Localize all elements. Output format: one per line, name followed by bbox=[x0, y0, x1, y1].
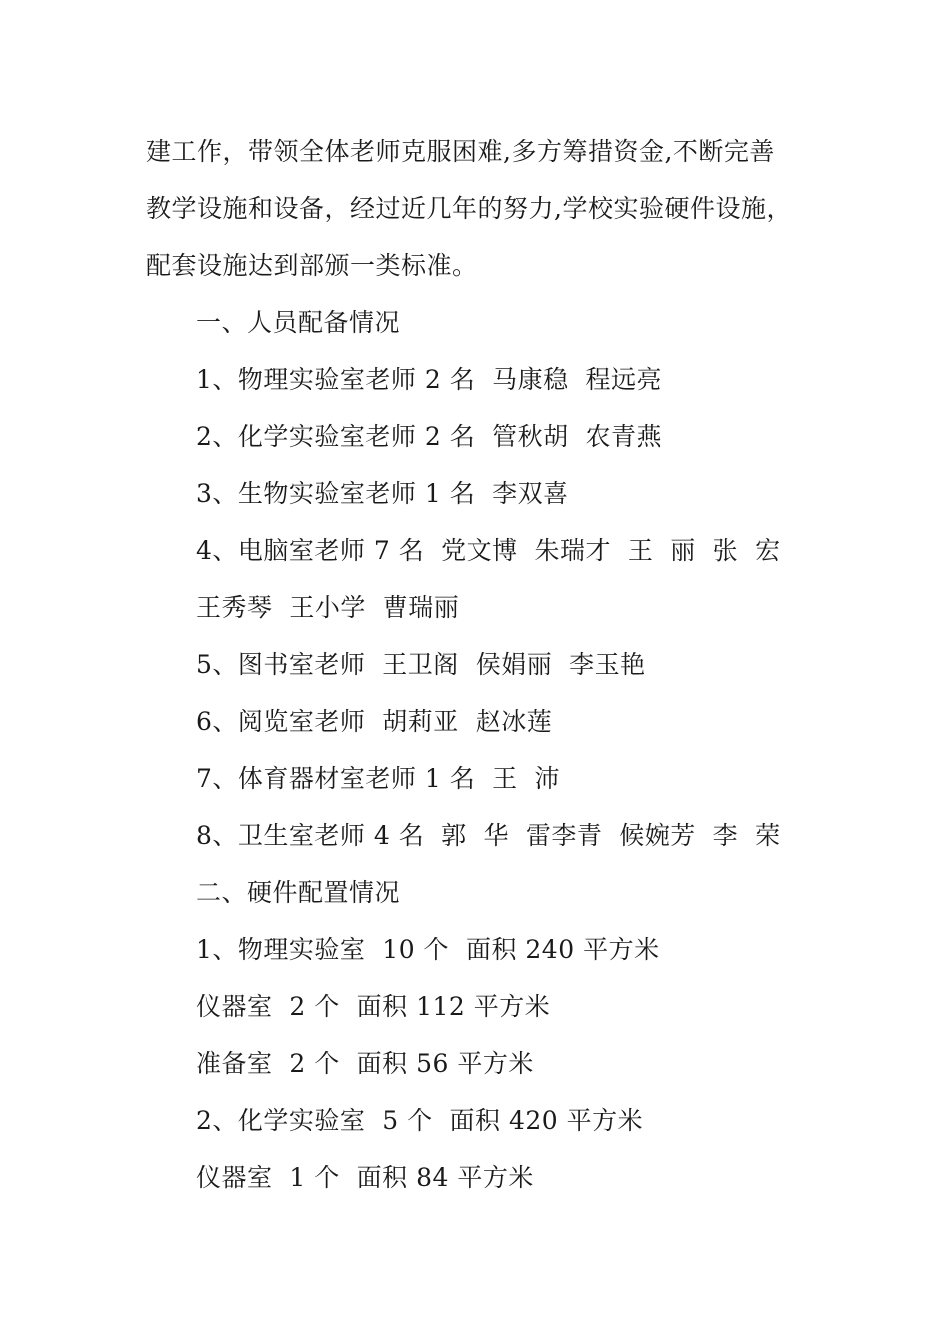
section-heading-staffing: 一、人员配备情况 bbox=[196, 308, 401, 337]
staff-item: 8、卫生室老师 4 名 郭 华 雷李青 候婉芳 李 荣 bbox=[196, 821, 781, 850]
staff-item: 3、生物实验室老师 1 名 李双喜 bbox=[196, 479, 569, 508]
hardware-item: 准备室 2 个 面积 56 平方米 bbox=[196, 1049, 534, 1078]
paragraph-line: 建工作，带领全体老师克服困难,多方筹措资金,不断完善 bbox=[146, 137, 775, 166]
staff-item: 6、阅览室老师 胡莉亚 赵冰莲 bbox=[196, 707, 553, 736]
paragraph-line: 配套设施达到部颁一类标准。 bbox=[146, 251, 478, 280]
section-heading-hardware: 二、硬件配置情况 bbox=[196, 878, 401, 907]
hardware-item: 仪器室 1 个 面积 84 平方米 bbox=[196, 1163, 534, 1192]
intro-paragraph bbox=[146, 123, 816, 294]
paragraph-line: 教学设施和设备，经过近几年的努力,学校实验硬件设施， bbox=[146, 194, 792, 223]
staff-item-continued: 王秀琴 王小学 曹瑞丽 bbox=[196, 593, 460, 622]
hardware-item: 仪器室 2 个 面积 112 平方米 bbox=[196, 992, 551, 1021]
staff-item: 5、图书室老师 王卫阁 侯娟丽 李玉艳 bbox=[196, 650, 646, 679]
staff-item: 7、体育器材室老师 1 名 王 沛 bbox=[196, 764, 560, 793]
hardware-item: 2、化学实验室 5 个 面积 420 平方米 bbox=[196, 1106, 644, 1135]
staff-item: 2、化学实验室老师 2 名 管秋胡 农青燕 bbox=[196, 422, 662, 451]
staff-item: 1、物理实验室老师 2 名 马康稳 程远亮 bbox=[196, 365, 662, 394]
staff-item: 4、电脑室老师 7 名 党文博 朱瑞才 王 丽 张 宏 bbox=[196, 536, 781, 565]
hardware-item: 1、物理实验室 10 个 面积 240 平方米 bbox=[196, 935, 660, 964]
